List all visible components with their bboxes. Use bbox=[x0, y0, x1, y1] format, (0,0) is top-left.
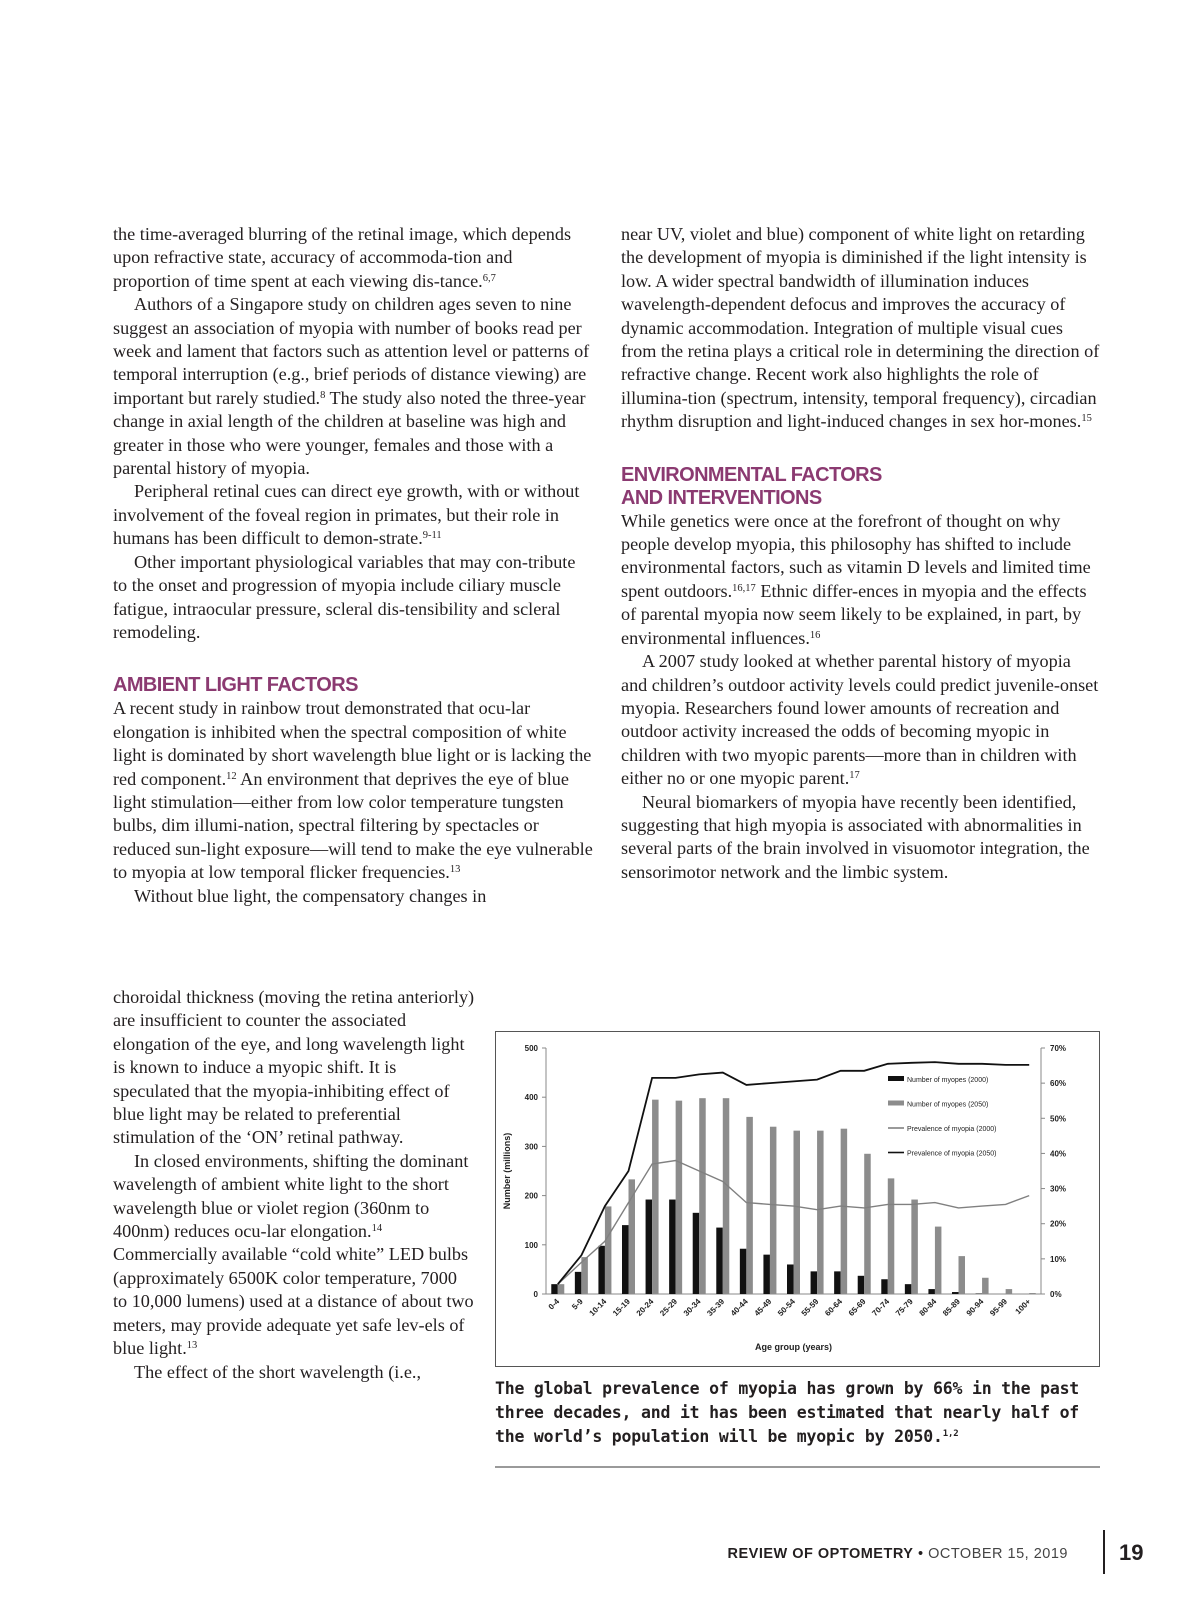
bar-2000 bbox=[905, 1284, 912, 1294]
x-tick-label: 60-64 bbox=[823, 1297, 845, 1318]
reference[interactable]: 9-11 bbox=[422, 530, 442, 542]
y-axis-title: Number (millions) bbox=[502, 1132, 512, 1210]
x-tick-label: 85-89 bbox=[941, 1297, 962, 1318]
section-heading-environmental bbox=[621, 464, 1101, 510]
paragraph: While genetics were once at the forefront of thought on why people develop myopia, this philosophy has shifted to include environmental factors, such as vitamin D levels and limited time spent outdoors.$^{16,17}$ Ethnic differ-ences in myopia and the effects of parental myopia now seem likely to be explained, in part, by environmental influences.$^{16}$ bbox=[621, 510, 1091, 648]
bar-2050 bbox=[1029, 1293, 1036, 1294]
bar-2000 bbox=[575, 1272, 582, 1294]
x-tick-label: 95-99 bbox=[988, 1297, 1010, 1318]
bar-2050 bbox=[770, 1127, 777, 1294]
page-number: 19 bbox=[1119, 1540, 1144, 1565]
footer bbox=[728, 1546, 1069, 1562]
bar-2000 bbox=[834, 1271, 841, 1294]
y-tick-label: 400 bbox=[524, 1093, 538, 1103]
x-tick-label: 30-34 bbox=[681, 1297, 703, 1318]
reference[interactable]: 6,7 bbox=[482, 272, 496, 284]
issue-date: OCTOBER 15, 2019 bbox=[928, 1546, 1068, 1562]
bar-2050 bbox=[982, 1278, 989, 1294]
bar-2000 bbox=[646, 1200, 653, 1294]
bar-2050 bbox=[935, 1227, 942, 1294]
bar-2050 bbox=[1006, 1289, 1013, 1294]
legend-label: Prevalence of myopia (2000) bbox=[907, 1126, 997, 1133]
reference[interactable]: 17 bbox=[849, 770, 860, 782]
y2-tick-label: 10% bbox=[1050, 1254, 1067, 1264]
bar-2050 bbox=[794, 1131, 801, 1294]
reference[interactable]: 16,17 bbox=[732, 582, 756, 594]
x-tick-label: 70-74 bbox=[870, 1297, 892, 1318]
y2-tick-label: 50% bbox=[1050, 1114, 1067, 1124]
bar-2050 bbox=[959, 1256, 966, 1294]
x-tick-label: 35-39 bbox=[705, 1297, 727, 1318]
bar-2050 bbox=[888, 1178, 895, 1294]
y-tick-label: 500 bbox=[524, 1044, 538, 1053]
paragraph: the time-averaged blurring of the retinal image, which depends upon refractive state, accuracy of accommoda-tion and proportion of time spent at each viewing dis-tance.$^{6,7}$ bbox=[113, 224, 572, 291]
paragraph: Neural biomarkers of myopia have recently been identified, suggesting that high myopia is associated with abnormalities in several parts of the brain involved in visuomotor integration, the sensorimotor network and the limbic system. bbox=[621, 791, 1090, 882]
paragraph: Other important physiological variables that may con-tribute to the onset and progression of myopia include ciliary muscle fatigue, intraocular pressure, scleral dis-tensibility and scleral remodeling. bbox=[113, 551, 576, 642]
reference[interactable]: 14 bbox=[371, 1223, 383, 1235]
bar-2050 bbox=[723, 1098, 730, 1294]
myopia-chart bbox=[496, 1032, 1098, 1365]
legend-swatch bbox=[888, 1101, 904, 1106]
footer-separator: • bbox=[917, 1546, 924, 1562]
bar-2000 bbox=[763, 1255, 770, 1294]
y2-tick-label: 40% bbox=[1050, 1149, 1067, 1159]
x-tick-label: 45-49 bbox=[752, 1297, 774, 1318]
paragraph: choroidal thickness (moving the retina anteriorly) are insufficient to counter the associated elongation of the eye, and long wavelength light is known to induce a myopic shift. It is speculated that the myopia-inhibiting effect of blue light may be related to preferential stimulation of the ‘ON’ retinal pathway. bbox=[113, 987, 475, 1148]
bar-2000 bbox=[928, 1289, 935, 1294]
heading-line-2: AND INTERVENTIONS bbox=[621, 486, 822, 509]
caption-rule bbox=[495, 1466, 1100, 1468]
x-tick-label: 100+ bbox=[1013, 1297, 1033, 1317]
reference[interactable]: 8 bbox=[320, 389, 326, 401]
left-column bbox=[113, 223, 593, 908]
x-tick-label: 25-29 bbox=[658, 1297, 680, 1318]
bar-2050 bbox=[652, 1100, 659, 1294]
legend-label: Number of myopes (2050) bbox=[907, 1101, 989, 1109]
paragraph: Authors of a Singapore study on children ages seven to nine suggest an association of myopia with number of books read per week and lament that factors such as attention level or patterns of temporal interruption (e.g., brief periods of distance viewing) are important but rarely studied.$^8$ The study also noted the three-year change in axial length of the children at baseline was high and greater in those who were younger, females and those with a parental history of myopia. bbox=[113, 294, 590, 479]
x-axis-title: Age group (years) bbox=[754, 1342, 833, 1352]
legend-label: Number of myopes (2000) bbox=[907, 1077, 989, 1084]
bar-2000 bbox=[716, 1228, 723, 1294]
bar-2050 bbox=[605, 1206, 612, 1294]
y-tick-label: 0 bbox=[533, 1290, 538, 1299]
x-tick-label: 90-94 bbox=[964, 1297, 986, 1318]
reference[interactable]: 12 bbox=[226, 770, 237, 782]
x-tick-label: 0-4 bbox=[546, 1297, 562, 1312]
y-tick-label: 100 bbox=[524, 1240, 538, 1250]
bar-2050 bbox=[699, 1098, 706, 1294]
paragraph: A 2007 study looked at whether parental history of myopia and children’s outdoor activity levels could predict juvenile-onset myopia. Researchers found lower amounts of recreation and outdoor activity increased the odds of becoming myopic in children with two myopic parents—more than in children with either no or one myopic parent.$^{17}$ bbox=[621, 651, 1099, 789]
legend-label: Prevalence of myopia (2050) bbox=[907, 1150, 997, 1158]
reference[interactable]: 13 bbox=[186, 1340, 198, 1352]
bar-2050 bbox=[864, 1154, 871, 1294]
y-tick-label: 200 bbox=[524, 1191, 538, 1201]
bar-2000 bbox=[622, 1225, 629, 1294]
bar-2050 bbox=[746, 1117, 753, 1294]
y2-tick-label: 20% bbox=[1050, 1219, 1067, 1229]
x-tick-label: 80-84 bbox=[917, 1297, 939, 1318]
publication-name: REVIEW OF OPTOMETRY bbox=[727, 1546, 914, 1562]
reference[interactable]: 16 bbox=[809, 629, 821, 641]
bar-2050 bbox=[558, 1284, 565, 1294]
x-tick-label: 10-14 bbox=[587, 1297, 609, 1318]
bar-2050 bbox=[581, 1257, 588, 1294]
figure-caption: The global prevalence of myopia has grown by 66% in the past three decades, and it has been estimated that nearly half of the world’s population will be myopic by 2050.$^{1,2}$ bbox=[495, 1379, 1080, 1446]
footer-divider bbox=[1103, 1530, 1105, 1574]
x-tick-label: 40-44 bbox=[728, 1297, 750, 1318]
y2-tick-label: 0% bbox=[1050, 1290, 1062, 1299]
bar-2000 bbox=[881, 1279, 888, 1294]
y2-tick-label: 30% bbox=[1050, 1184, 1067, 1194]
reference[interactable]: 13 bbox=[449, 864, 461, 876]
bar-2000 bbox=[669, 1200, 676, 1294]
x-tick-label: 20-24 bbox=[634, 1297, 656, 1318]
y2-tick-label: 70% bbox=[1050, 1044, 1067, 1053]
paragraph: The effect of the short wavelength (i.e., bbox=[134, 1361, 422, 1382]
legend-swatch bbox=[888, 1076, 904, 1081]
paragraph: A recent study in rainbow trout demonstrated that ocu-lar elongation is inhibited when the spectral composition of white light is dominated by short wavelength blue light or is lacking the red component.$^{12}$ An environment that deprives the eye of blue light stimulation—either from low color temperature tungsten bulbs, dim illumi-nation, spectral filtering by spectacles or reduced sun-light exposure—will tend to make the eye vulnerable to myopia at low temporal flicker frequencies.$^{13}$ bbox=[113, 698, 593, 883]
heading-line-1: ENVIRONMENTAL FACTORS bbox=[621, 463, 882, 486]
section-heading-ambient-light: AMBIENT LIGHT FACTORS bbox=[113, 674, 358, 697]
paragraph: Peripheral retinal cues can direct eye growth, with or without involvement of the foveal region in primates, but their role in humans has been difficult to demon-strate.$^{9-11}$ bbox=[113, 481, 580, 549]
reference[interactable]: 1,2 bbox=[942, 1429, 959, 1439]
bar-2000 bbox=[787, 1264, 794, 1294]
myopia-chart-figure bbox=[495, 1031, 1100, 1367]
x-tick-label: 65-69 bbox=[846, 1297, 868, 1318]
bar-2000 bbox=[598, 1246, 605, 1294]
bar-2000 bbox=[551, 1284, 558, 1294]
left-column-narrow bbox=[113, 986, 475, 1384]
x-tick-label: 15-19 bbox=[611, 1297, 632, 1318]
paragraph: Without blue light, the compensatory changes in bbox=[134, 885, 487, 906]
bar-2000 bbox=[858, 1276, 865, 1294]
x-tick-label: 50-54 bbox=[776, 1297, 797, 1318]
x-tick-label: 75-79 bbox=[893, 1297, 915, 1318]
right-column bbox=[621, 223, 1101, 884]
paragraph: near UV, violet and blue) component of white light on retarding the development of myopia is diminished if the light intensity is low. A wider spectral bandwidth of illumination induces wavelength-dependent defocus and improves the accuracy of dynamic accommodation. Integration of multiple visual cues from the retina plays a critical role in determining the direction of refractive change. Recent work also highlights the role of illumina-tion (spectrum, intensity, temporal frequency), circadian rhythm disruption and light-induced changes in sex hor-mones.$^{15}$ bbox=[621, 224, 1100, 432]
bar-2050 bbox=[841, 1129, 848, 1294]
x-tick-label: 5-9 bbox=[570, 1297, 585, 1312]
y2-tick-label: 60% bbox=[1050, 1079, 1067, 1089]
bar-2000 bbox=[693, 1213, 700, 1294]
paragraph: In closed environments, shifting the dominant wavelength of ambient white light to the short wavelength blue or violet region (360nm to 400nm) reduces ocu-lar elongation.$^{14}$ Commercially available “cold white” LED bulbs (approximately 6500K color temperature, 7000 to 10,000 lumens) used at a distance of about two meters, may provide adequate yet safe lev-els of blue light.$^{13}$ bbox=[113, 1150, 474, 1359]
bar-2050 bbox=[911, 1200, 918, 1294]
bar-2000 bbox=[952, 1292, 959, 1294]
bar-2000 bbox=[811, 1271, 818, 1294]
bar-2050 bbox=[676, 1101, 683, 1294]
bar-2000 bbox=[740, 1249, 747, 1294]
y-tick-label: 300 bbox=[524, 1142, 538, 1152]
reference[interactable]: 15 bbox=[1081, 413, 1092, 425]
bar-2050 bbox=[817, 1131, 824, 1294]
x-tick-label: 55-59 bbox=[799, 1297, 821, 1318]
